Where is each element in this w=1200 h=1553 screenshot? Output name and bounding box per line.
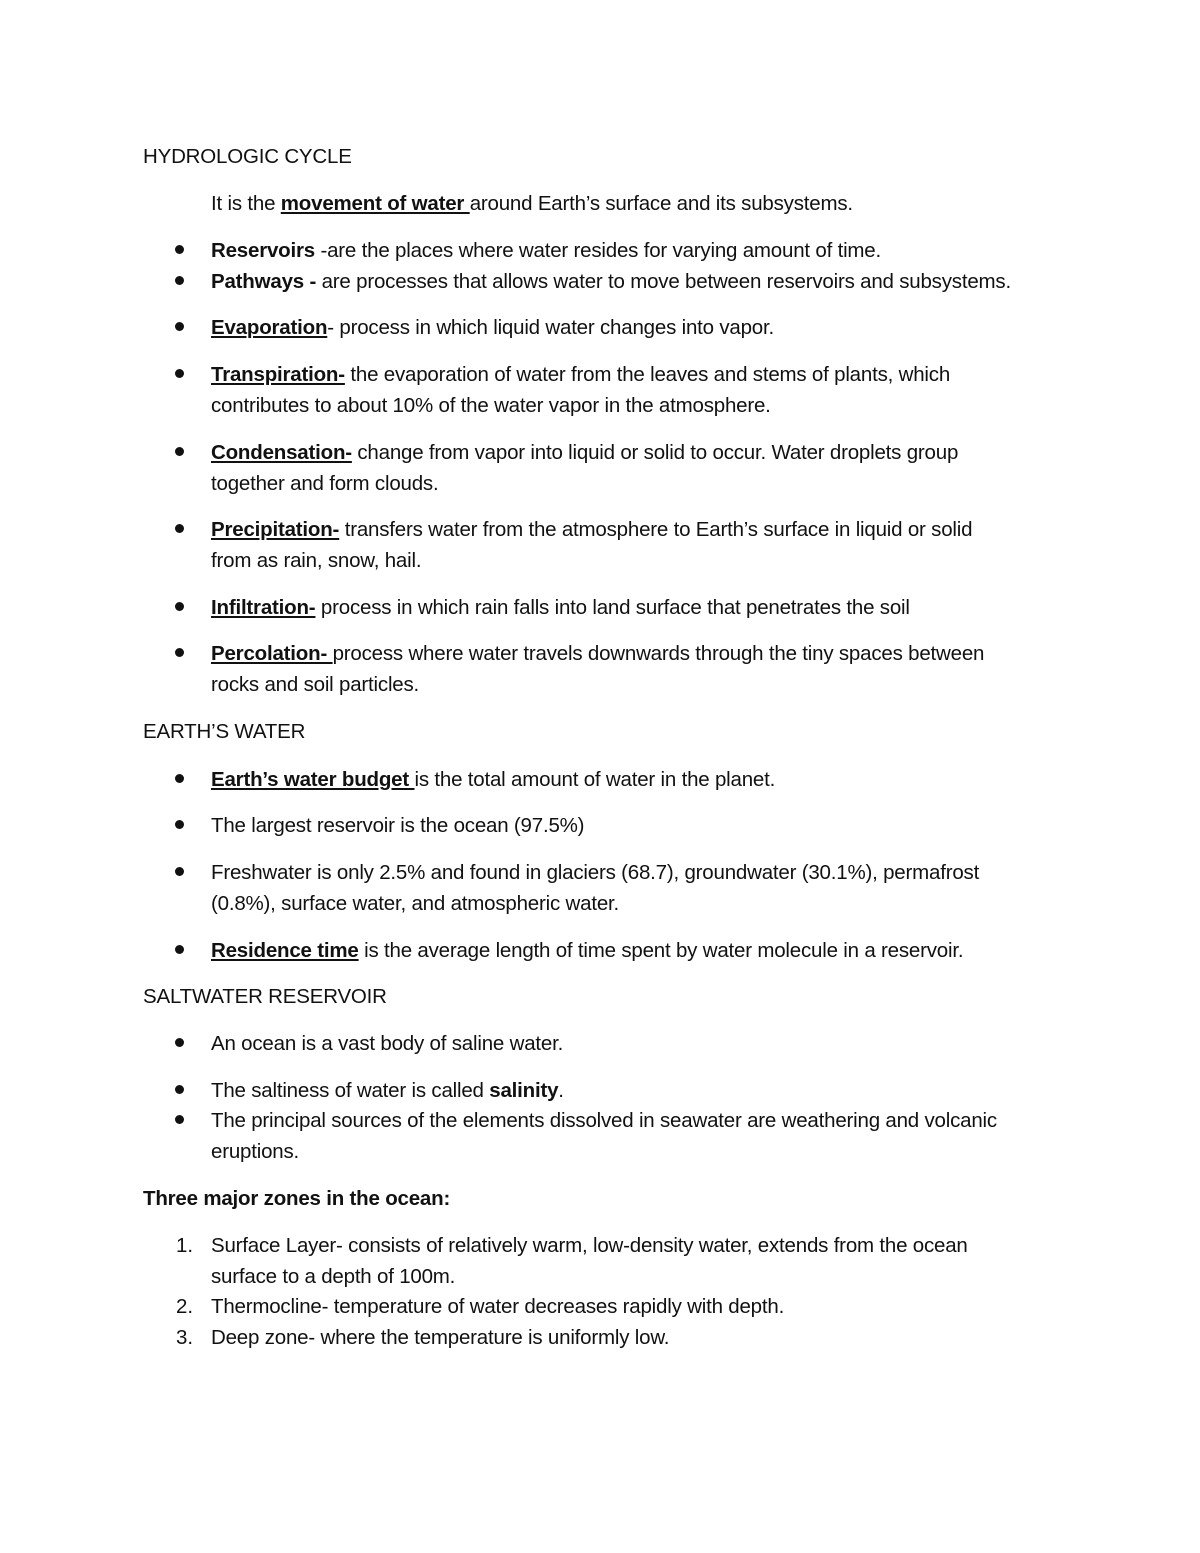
bullet-icon <box>175 524 184 533</box>
list-item-salinity <box>211 1075 564 1106</box>
intro-text: It is the <box>211 192 281 215</box>
list-item-principal-sources: The principal sources of the elements dissolved in seawater are weathering and volcanic <box>211 1109 997 1132</box>
term: Infiltration- <box>211 596 316 619</box>
definition: is the total amount of water in the planet. <box>414 768 776 791</box>
term: Precipitation- <box>211 518 340 541</box>
bullet-icon <box>175 774 184 783</box>
definition: the evaporation of water from the leaves and stems of plants, which <box>344 363 951 386</box>
bullet-icon <box>175 867 184 876</box>
list-item-transpiration <box>211 359 950 390</box>
list-item-surface-layer: Surface Layer- consists of relatively warm, low-density water, extends from the ocean <box>211 1234 968 1257</box>
list-item-percolation-cont: rocks and soil particles. <box>211 673 420 696</box>
term: Reservoirs <box>211 239 315 262</box>
term: Condensation- <box>211 441 352 464</box>
definition: -are the places where water resides for varying amount of time. <box>314 239 881 262</box>
term: Pathways - <box>211 270 317 293</box>
intro-paragraph <box>211 188 853 219</box>
term: Transpiration- <box>211 363 345 386</box>
list-item-infiltration <box>211 592 910 623</box>
section-heading-earths-water: EARTH’S WATER <box>143 720 306 743</box>
list-item-ocean: An ocean is a vast body of saline water. <box>211 1032 564 1055</box>
list-item-evaporation <box>211 312 774 343</box>
definition: The saltiness of water is called <box>211 1079 490 1102</box>
definition: - process in which liquid water changes into vapor. <box>327 316 775 339</box>
term: salinity <box>489 1079 559 1102</box>
list-item-surface-layer-cont: surface to a depth of 100m. <box>211 1265 456 1288</box>
list-item-freshwater: Freshwater is only 2.5% and found in glaciers (68.7), groundwater (30.1%), permafrost <box>211 861 980 884</box>
term: Evaporation <box>211 316 328 339</box>
bullet-icon <box>175 1115 184 1124</box>
list-item-thermocline: Thermocline- temperature of water decreases rapidly with depth. <box>211 1295 785 1318</box>
list-item-condensation-cont: together and form clouds. <box>211 472 439 495</box>
list-item-freshwater-cont: (0.8%), surface water, and atmospheric water. <box>211 892 620 915</box>
section-heading-hydrologic-cycle: HYDROLOGIC CYCLE <box>143 145 352 168</box>
intro-term: movement of water <box>280 192 470 215</box>
list-item-deep-zone: Deep zone- where the temperature is uniformly low. <box>211 1326 670 1349</box>
list-item-pathways <box>211 266 1011 297</box>
list-item-transpiration-cont: contributes to about 10% of the water vapor in the atmosphere. <box>211 394 771 417</box>
definition: process where water travels downwards through the tiny spaces between <box>332 642 985 665</box>
list-number: 3. <box>176 1326 194 1349</box>
bullet-icon <box>175 276 184 285</box>
definition: change from vapor into liquid or solid to occur. Water droplets group <box>351 441 959 464</box>
bullet-icon <box>175 447 184 456</box>
term: Residence time <box>211 939 359 962</box>
list-item-percolation <box>211 638 984 669</box>
bullet-icon <box>175 820 184 829</box>
section-heading-saltwater-reservoir: SALTWATER RESERVOIR <box>143 985 387 1008</box>
list-item-residence-time <box>211 935 963 966</box>
term: Percolation- <box>211 642 333 665</box>
bullet-icon <box>175 945 184 954</box>
bullet-icon <box>175 648 184 657</box>
bullet-icon <box>175 245 184 254</box>
definition: is the average length of time spent by water molecule in a reservoir. <box>358 939 964 962</box>
list-item-reservoirs <box>211 235 881 266</box>
list-number: 2. <box>176 1295 194 1318</box>
bullet-icon <box>175 369 184 378</box>
list-item-precipitation <box>211 514 972 545</box>
section-heading-ocean-zones: Three major zones in the ocean: <box>143 1187 451 1210</box>
list-item-principal-sources-cont: eruptions. <box>211 1140 300 1163</box>
punctuation: . <box>558 1079 564 1102</box>
bullet-icon <box>175 1085 184 1094</box>
list-item-condensation <box>211 437 958 468</box>
definition: transfers water from the atmosphere to Earth’s surface in liquid or solid <box>339 518 973 541</box>
bullet-icon <box>175 602 184 611</box>
bullet-icon <box>175 322 184 331</box>
bullet-icon <box>175 1038 184 1047</box>
definition: are processes that allows water to move between reservoirs and subsystems. <box>316 270 1011 293</box>
definition: process in which rain falls into land surface that penetrates the soil <box>315 596 910 619</box>
list-number: 1. <box>176 1234 194 1257</box>
list-item-precipitation-cont: from as rain, snow, hail. <box>211 549 422 572</box>
list-item-largest-reservoir: The largest reservoir is the ocean (97.5%) <box>211 814 585 837</box>
intro-text-end: around Earth’s surface and its subsystems. <box>469 192 853 215</box>
term: Earth’s water budget <box>211 768 415 791</box>
list-item-water-budget <box>211 764 775 795</box>
